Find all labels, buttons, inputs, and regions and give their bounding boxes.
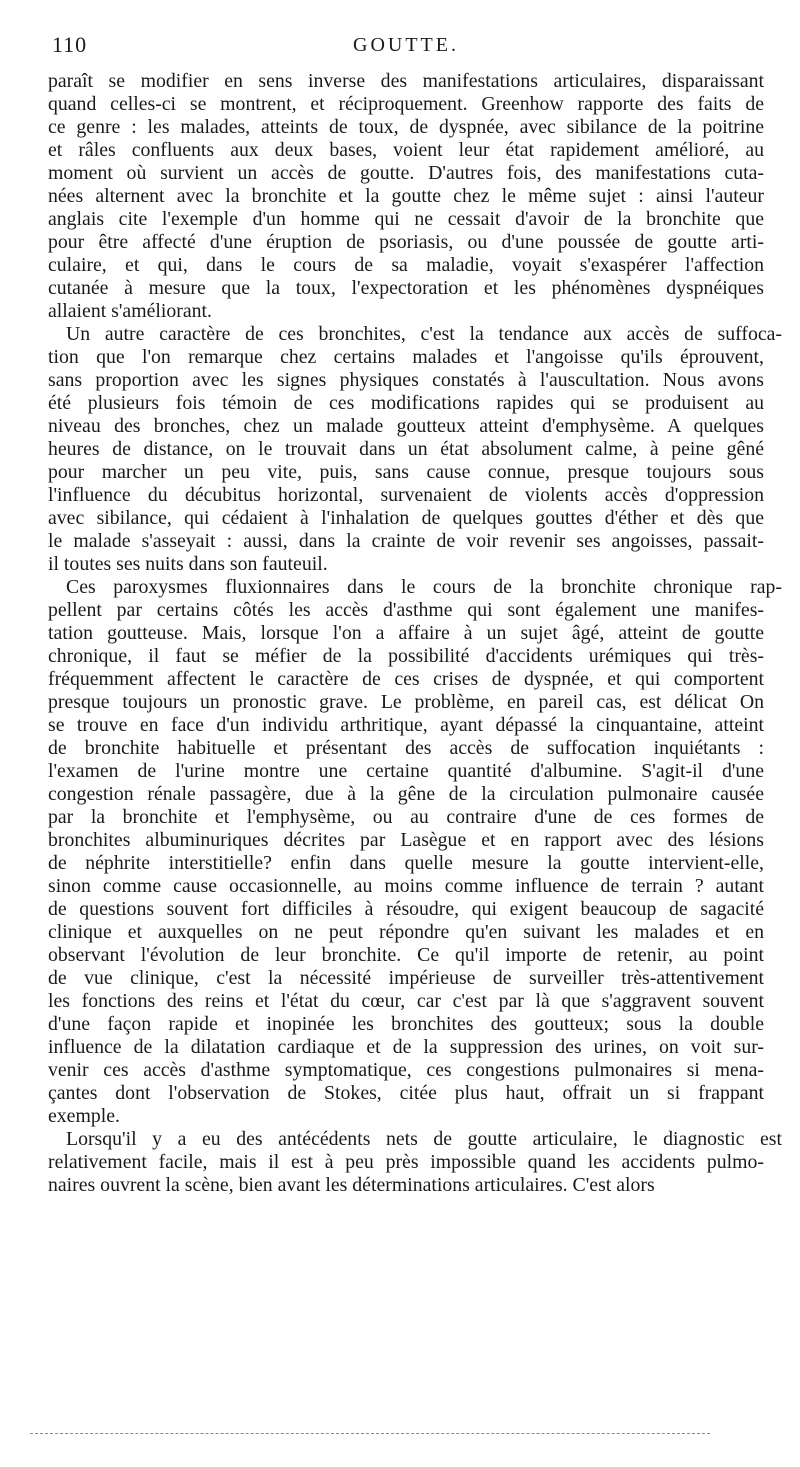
- text-line: çantes dont l'observation de Stokes, citée plus haut, offrait un si frappant: [48, 1082, 764, 1104]
- text-line: de néphrite interstitielle? enfin dans quelle mesure la goutte intervient-elle,: [48, 852, 764, 874]
- bottom-rule: [30, 1433, 710, 1434]
- text-line: culaire, et qui, dans le cours de sa maladie, voyait s'exaspérer l'affection: [48, 254, 764, 276]
- text-line: influence de la dilatation cardiaque et de la suppression des urines, on voit sur-: [48, 1036, 764, 1058]
- text-line: congestion rénale passagère, due à la gêne de la circulation pulmonaire causée: [48, 783, 764, 805]
- text-line: ce genre : les malades, atteints de toux, de dyspnée, avec sibilance de la poitrine: [48, 116, 764, 138]
- text-line: bronchites albuminuriques décrites par Lasègue et en rapport avec des lésions: [48, 829, 764, 851]
- text-line: et râles confluents aux deux bases, voient leur état rapidement amélioré, au: [48, 139, 764, 161]
- text-line: anglais cite l'exemple d'un homme qui ne cessait d'avoir de la bronchite que: [48, 208, 764, 230]
- paragraph: [48, 323, 782, 576]
- text-line: pour être affecté d'une éruption de psoriasis, ou d'une poussée de goutte arti-: [48, 231, 764, 253]
- text-line: quand celles-ci se montrent, et réciproquement. Greenhow rapporte des faits de: [48, 93, 764, 115]
- text-line: de questions souvent fort difficiles à résoudre, qui exigent beaucoup de sagacité: [48, 898, 764, 920]
- text-line: chronique, il faut se méfier de la possibilité d'accidents urémiques qui très-: [48, 645, 764, 667]
- text-line: se trouve en face d'un individu arthritique, ayant dépassé la cinquantaine, atteint: [48, 714, 764, 736]
- text-line: observant l'évolution de leur bronchite. Ce qu'il importe de retenir, au point: [48, 944, 764, 966]
- text-line: fréquemment affectent le caractère de ces crises de dyspnée, et qui comportent: [48, 668, 764, 690]
- text-line: allaient s'améliorant.: [48, 300, 212, 322]
- paragraph: [48, 576, 782, 1128]
- text-line: nées alternent avec la bronchite et la goutte chez le même sujet : ainsi l'auteur: [48, 185, 764, 207]
- text-line: le malade s'asseyait : aussi, dans la crainte de voir revenir ses angoisses, passait-: [48, 530, 764, 552]
- text-line: Ces paroxysmes fluxionnaires dans le cours de la bronchite chronique rap-: [66, 576, 782, 598]
- text-line: cutanée à mesure que la toux, l'expectoration et les phénomènes dyspnéiques: [48, 277, 764, 299]
- text-line: l'examen de l'urine montre une certaine quantité d'albumine. S'agit-il d'une: [48, 760, 764, 782]
- text-line: sans proportion avec les signes physiques constatés à l'auscultation. Nous avons: [48, 369, 764, 391]
- text-line: exemple.: [48, 1105, 120, 1127]
- paragraph: [48, 1128, 782, 1197]
- text-line: de vue clinique, c'est la nécessité impérieuse de surveiller très-attentivement: [48, 967, 764, 989]
- text-line: les fonctions des reins et l'état du cœur, car c'est par là que s'aggravent souvent: [48, 990, 764, 1012]
- text-line: moment où survient un accès de goutte. D'autres fois, des manifestations cuta-: [48, 162, 764, 184]
- text-line: venir ces accès d'asthme symptomatique, ces congestions pulmonaires si mena-: [48, 1059, 764, 1081]
- text-line: clinique et auxquelles on ne peut répondre qu'en suivant les malades et en: [48, 921, 764, 943]
- text-line: il toutes ses nuits dans son fauteuil.: [48, 553, 328, 575]
- text-line: Un autre caractère de ces bronchites, c'est la tendance aux accès de suffoca-: [66, 323, 782, 345]
- text-line: sinon comme cause occasionnelle, au moins comme influence de terrain ? autant: [48, 875, 764, 897]
- text-line: l'influence du décubitus horizontal, survenaient de violents accès d'oppression: [48, 484, 764, 506]
- body-text: [48, 70, 782, 1197]
- text-line: par la bronchite et l'emphysème, ou au contraire d'une de ces formes de: [48, 806, 764, 828]
- text-line: paraît se modifier en sens inverse des manifestations articulaires, disparaissant: [48, 70, 764, 92]
- text-line: été plusieurs fois témoin de ces modifications rapides qui se produisent au: [48, 392, 764, 414]
- text-line: heures de distance, on le trouvait dans un état absolument calme, à peine gêné: [48, 438, 764, 460]
- text-line: naires ouvrent la scène, bien avant les déterminations articulaires. C'est alors: [48, 1174, 655, 1196]
- text-line: tation goutteuse. Mais, lorsque l'on a affaire à un sujet âgé, atteint de goutte: [48, 622, 764, 644]
- paragraph: [48, 70, 764, 323]
- text-line: niveau des bronches, chez un malade goutteux atteint d'emphysème. A quelques: [48, 415, 764, 437]
- text-line: avec sibilance, qui cédaient à l'inhalation de quelques gouttes d'éther et dès que: [48, 507, 764, 529]
- page-number: 110: [52, 32, 88, 57]
- text-line: de bronchite habituelle et présentant des accès de suffocation inquiétants :: [48, 737, 764, 759]
- text-line: Lorsqu'il y a eu des antécédents nets de goutte articulaire, le diagnostic est: [66, 1128, 782, 1150]
- text-line: pellent par certains côtés les accès d'asthme qui sont également une manifes-: [48, 599, 764, 621]
- text-line: presque toujours un pronostic grave. Le problème, en pareil cas, est délicat On: [48, 691, 764, 713]
- text-line: d'une façon rapide et inopinée les bronchites des goutteux; sous la double: [48, 1013, 764, 1035]
- page-header: [48, 30, 764, 70]
- running-title: GOUTTE.: [353, 34, 459, 56]
- text-line: tion que l'on remarque chez certains malades et l'angoisse qu'ils éprouvent,: [48, 346, 764, 368]
- text-line: relativement facile, mais il est à peu près impossible quand les accidents pulmo-: [48, 1151, 764, 1173]
- text-line: pour marcher un peu vite, puis, sans cause connue, presque toujours sous: [48, 461, 764, 483]
